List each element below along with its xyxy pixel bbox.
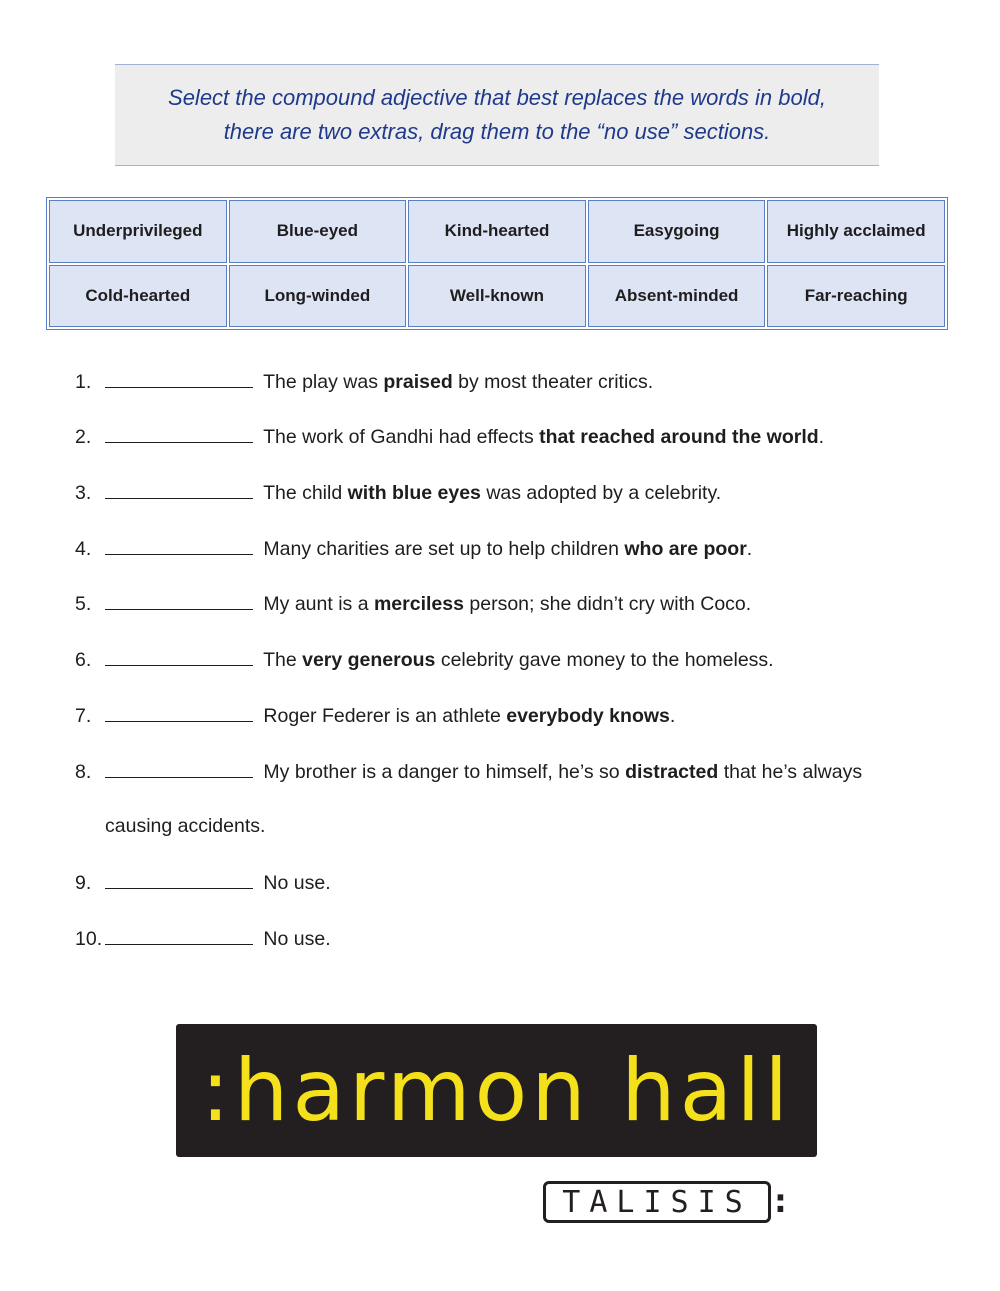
word-option[interactable]: Well-known	[408, 265, 586, 328]
question-3: 3. The child with blue eyes was adopted by a celebrity.	[75, 482, 722, 504]
word-bank-table	[46, 197, 948, 330]
question-10: 10. No use.	[75, 928, 331, 950]
word-option[interactable]: Blue-eyed	[229, 200, 407, 263]
answer-drop-zone[interactable]	[105, 647, 253, 666]
question-2: 2. The work of Gandhi had effects that reached around the world.	[75, 426, 825, 448]
talisis-wordmark: TALISIS	[562, 1184, 752, 1220]
word-option[interactable]: Long-winded	[229, 265, 407, 328]
question-9: 9. No use.	[75, 872, 331, 894]
question-8: 8. My brother is a danger to himself, he’s so distracted that he’s always	[75, 761, 863, 783]
answer-drop-zone[interactable]	[105, 480, 253, 499]
answer-drop-zone[interactable]	[105, 424, 253, 443]
answer-drop-zone[interactable]	[105, 591, 253, 610]
question-number: 6.	[75, 649, 92, 671]
word-bank-row-1	[49, 200, 945, 263]
answer-drop-zone[interactable]	[105, 703, 253, 722]
question-number: 1.	[75, 371, 92, 393]
question-7: 7. Roger Federer is an athlete everybody knows.	[75, 705, 676, 727]
instructions-box	[115, 64, 879, 166]
answer-drop-zone[interactable]	[105, 870, 253, 889]
word-option[interactable]: Easygoing	[588, 200, 766, 263]
question-1: 1. The play was praised by most theater critics.	[75, 371, 654, 393]
question-number: 4.	[75, 538, 92, 560]
question-number: 9.	[75, 872, 92, 894]
question-number: 7.	[75, 705, 92, 727]
question-6: 6. The very generous celebrity gave money to the homeless.	[75, 649, 774, 671]
instructions-line-1: Select the compound adjective that best replaces the words in bold,	[168, 85, 826, 110]
word-option[interactable]: Cold-hearted	[49, 265, 227, 328]
talisis-logo	[543, 1181, 771, 1223]
word-bank-row-2	[49, 265, 945, 328]
word-option[interactable]: Absent-minded	[588, 265, 766, 328]
question-number: 10.	[75, 928, 103, 950]
question-number: 5.	[75, 593, 92, 615]
question-number: 8.	[75, 761, 92, 783]
word-option[interactable]: Underprivileged	[49, 200, 227, 263]
word-option[interactable]: Kind-hearted	[408, 200, 586, 263]
word-option[interactable]: Highly acclaimed	[767, 200, 945, 263]
harmon-hall-wordmark: :harmon hall	[200, 1040, 793, 1141]
instructions-line-2: there are two extras, drag them to the “no use” sections.	[223, 119, 771, 144]
word-option[interactable]: Far-reaching	[767, 265, 945, 328]
question-4: 4. Many charities are set up to help children who are poor.	[75, 538, 753, 560]
question-8-continuation: causing accidents.	[105, 815, 266, 837]
answer-drop-zone[interactable]	[105, 926, 253, 945]
question-number: 2.	[75, 426, 92, 448]
answer-drop-zone[interactable]	[105, 536, 253, 555]
answer-drop-zone[interactable]	[105, 369, 253, 388]
talisis-colon-mark: :	[774, 1182, 787, 1220]
answer-drop-zone[interactable]	[105, 759, 253, 778]
harmon-hall-logo	[176, 1024, 817, 1157]
question-number: 3.	[75, 482, 92, 504]
question-5: 5. My aunt is a merciless person; she didn’t cry with Coco.	[75, 593, 752, 615]
